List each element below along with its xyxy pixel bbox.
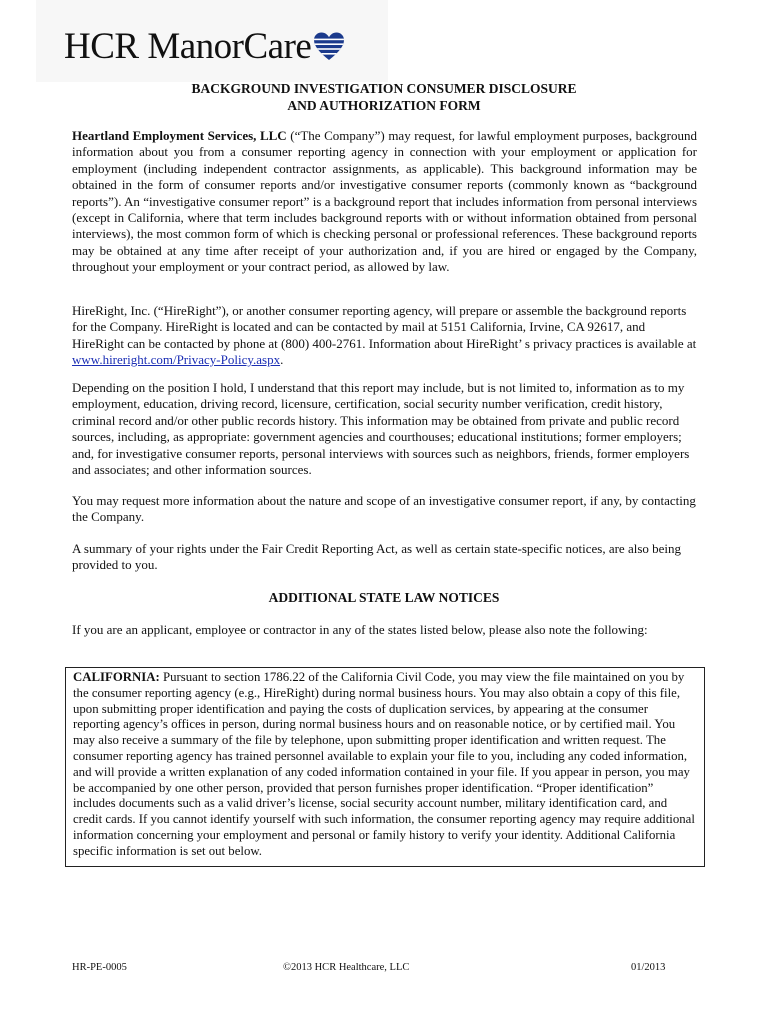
california-label: CALIFORNIA:	[73, 670, 160, 684]
california-notice-text	[73, 670, 697, 860]
footer-form-code: HR-PE-0005	[72, 962, 127, 973]
document-title-line-1: BACKGROUND INVESTIGATION CONSUMER DISCLOSURE	[191, 81, 577, 96]
state-law-notices-heading: ADDITIONAL STATE LAW NOTICES	[268, 590, 500, 605]
state-law-intro: If you are an applicant, employee or contractor in any of the states listed below, please also note the following:	[72, 622, 648, 637]
request-info-paragraph: You may request more information about the nature and scope of an investigative consumer report, if any, by contacting the Company.	[72, 493, 696, 525]
company-disclosure-text: (“The Company”) may request, for lawful employment purposes, background information about you from a consumer reporting agency in connection with your employment or application for employment (including independent contractor assignments, as applicable). This background information may be obtained in the form of consumer reports and/or investigative consumer reports (commonly known as “background reports”). An “investigative consumer report” is a background report that includes information from personal interviews (except in California, where that term includes background reports with or without information obtained from personal interviews), the most common form of which is checking personal or professional references. These background reports may be obtained at any time after receipt of your authorization and, if you are hired or engaged by the Company, throughout your employment or your contract period, as allowed by law.	[72, 128, 698, 275]
hireright-text: HireRight, Inc. (“HireRight”), or another consumer reporting agency, will prepare or assemble the background reports for the Company. HireRight is located and can be contacted by mail at 5151 California, Irvine, CA 92617, and HireRight can be contacted by phone at (800) 400-2761. Information about HireRight’ s privacy practices is available at	[72, 303, 697, 351]
california-body: Pursuant to section 1786.22 of the California Civil Code, you may view the file maintained on you by the consumer reporting agency (e.g., HireRight) during normal business hours. You may also obtain a copy of this file, upon submitting proper identification and paying the costs of duplication services, by appearing at the consumer reporting agency’s offices in person, during normal business hours and on reasonable notice, or by certified mail. You may also receive a summary of the file by telephone, upon submitting proper identification and written request. The consumer reporting agency has trained personnel available to explain your file to you, including any coded information, and will provide a written explanation of any coded information contained in your file. If you appear in person, you may be accompanied by one other person, provided that person furnishes proper identification. “Proper identification” includes documents such as a valid driver’s license, social security account number, military identification card, and credit cards. If you cannot identify yourself with such information, the consumer reporting agency may require additional information concerning your employment and personal or family history to verify your identity. Additional California specific information is set out below.	[73, 670, 695, 858]
california-notice-box	[65, 667, 705, 867]
privacy-policy-link[interactable]: www.hireright.com/Privacy-Policy.aspx	[72, 352, 281, 368]
logo-text: HCR ManorCare	[64, 25, 312, 67]
company-disclosure-paragraph	[72, 128, 697, 276]
company-name: Heartland Employment Services, LLC	[72, 128, 287, 143]
footer-copyright: ©2013 HCR Healthcare, LLC	[283, 962, 410, 973]
hireright-text-end: .	[280, 352, 284, 368]
footer-date: 01/2013	[631, 962, 666, 973]
document-title-line-2: AND AUTHORIZATION FORM	[287, 98, 481, 113]
company-logo	[64, 24, 345, 68]
report-contents-paragraph: Depending on the position I hold, I understand that this report may include, but is not limited to, information as to my employment, education, driving record, licensure, certification, social security number verification, credit history, criminal record and/or other public records history. This information may be obtained from private and public record sources, including, as appropriate: government agencies and courthouses; educational institutions; former employers; and, for investigative consumer reports, personal interviews with sources such as neighbors, friends, former employers and associates; and other information sources.	[72, 380, 690, 478]
hireright-paragraph	[72, 303, 697, 369]
heart-icon	[313, 31, 345, 63]
fcra-summary-paragraph: A summary of your rights under the Fair Credit Reporting Act, as well as certain state-specific notices, are also being provided to you.	[72, 541, 682, 573]
document-title	[0, 80, 768, 114]
